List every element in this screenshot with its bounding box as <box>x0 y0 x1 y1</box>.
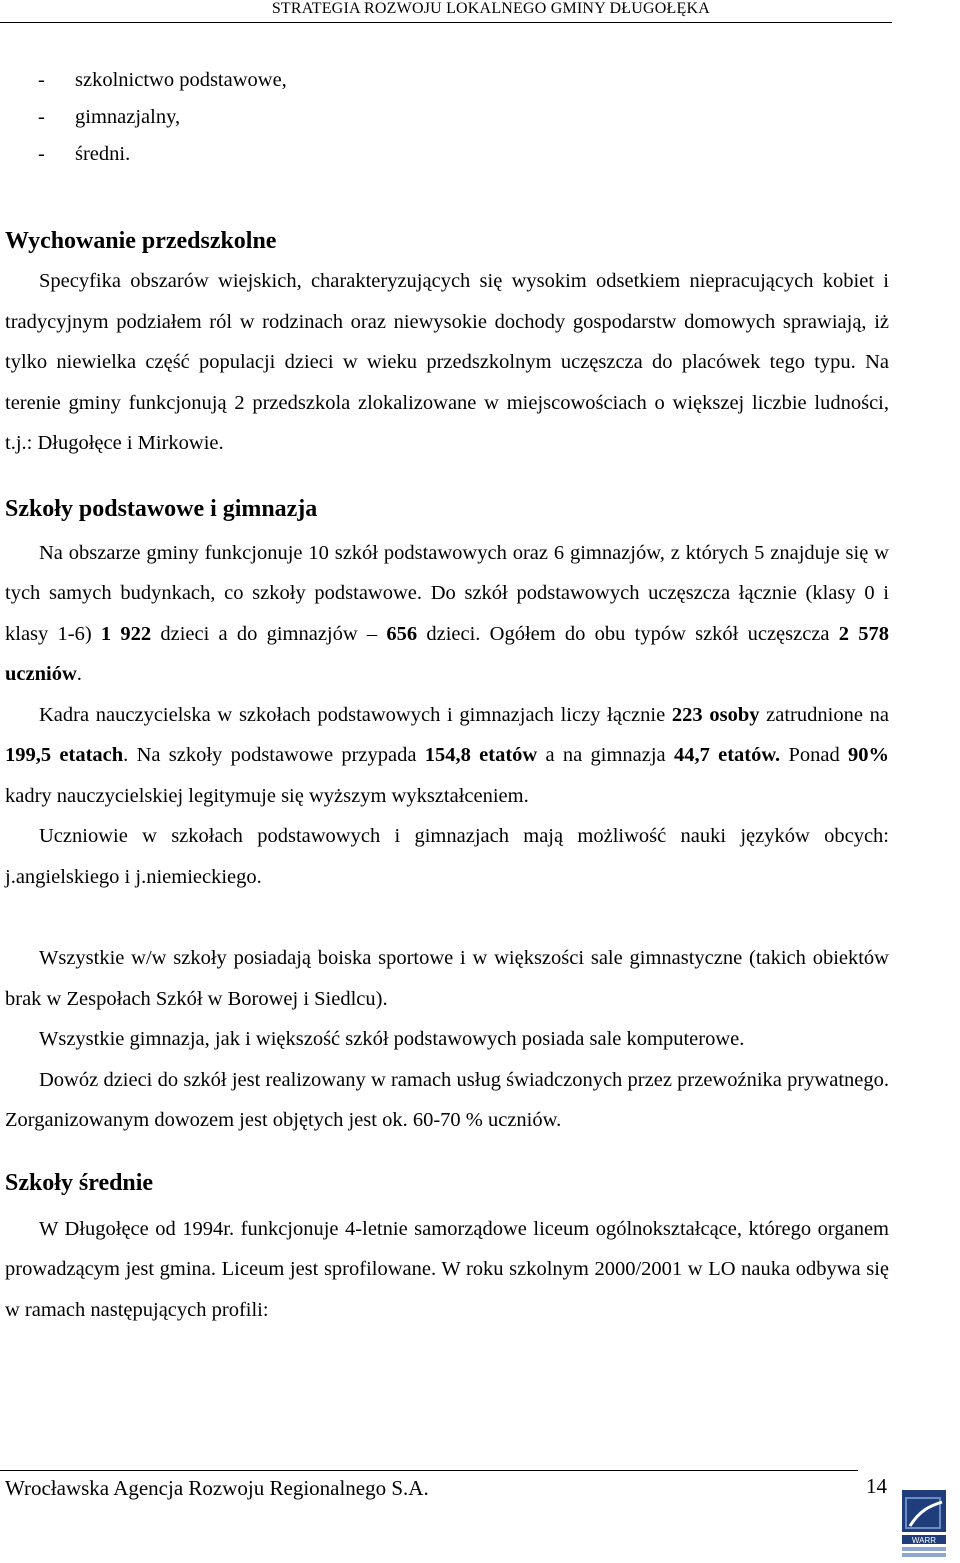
gymnasium-fte: 44,7 etatów. <box>673 744 781 766</box>
primary-fte: 154,8 etatów <box>424 744 538 766</box>
transport-paragraph: Dowóz dzieci do szkół jest realizowany w ramach usług świadczonych przez przewoźnika prywatnego. Zorganizowanym dowozem jest objętych jest ok. 60-70 % uczniów. <box>5 1068 889 1131</box>
section-heading-primary: Szkoły podstawowe i gimnazja <box>5 495 318 522</box>
text-run: kadry nauczycielskiej legitymuje się wyższym wykształceniem. <box>5 784 529 807</box>
section-heading-secondary: Szkoły średnie <box>5 1169 154 1196</box>
pupils-primary-count: 1 922 <box>100 622 152 645</box>
list-dash: - <box>38 143 45 165</box>
section-heading-preschool: Wychowanie przedszkolne <box>5 228 277 254</box>
footer-organization: Wrocławska Agencja Rozwoju Regionalnego S.A. <box>5 1476 429 1500</box>
list-item-text: szkolnictwo podstawowe, <box>75 69 287 91</box>
footer-rule <box>0 1470 858 1471</box>
preschool-paragraph: Specyfika obszarów wiejskich, charakteryzujących się wysokim odsetkiem niepracujących kobiet i tradycyjnym podziałem ról w rodzinach oraz niewysokie dochody gospodarstw domowych sprawiają, iż tylko niewielka część populacji dzieci w wieku przedszkolnym uczęszcza do placówek tego typu. Na terenie gminy funkcjonują 2 przedszkola zlokalizowane w miejscowościach o większej liczbie ludności, t.j.: Długołęce i Mirkowie. <box>5 270 889 454</box>
document-body <box>5 62 889 1330</box>
text-run: Kadra nauczycielska w szkołach podstawowych i gimnazjach liczy łącznie <box>39 703 672 726</box>
sports-facilities-paragraph: Wszystkie w/w szkoły posiadają boiska sportowe i w większości sale gimnastyczne (takich obiektów brak w Zespołach Szkół w Borowej i Siedlcu). <box>5 947 889 1010</box>
page-number: 14 <box>866 1474 887 1498</box>
text-run: dzieci a do gimnazjów – <box>151 622 387 645</box>
school-types-list <box>5 62 889 173</box>
computer-rooms-paragraph: Wszystkie gimnazja, jak i większość szkół podstawowych posiada sale komputerowe. <box>39 1028 745 1050</box>
staff-paragraph <box>5 695 889 817</box>
pupils-total-count: 2 578 uczniów <box>5 622 889 685</box>
staff-count: 223 osoby <box>671 703 760 726</box>
staff-fte: 199,5 etatach <box>5 744 124 766</box>
primary-stats-paragraph <box>5 533 889 695</box>
list-dash: - <box>38 69 45 91</box>
logo-text: WARR <box>911 1536 937 1545</box>
list-dash: - <box>38 106 45 128</box>
list-item-text: średni. <box>75 143 131 165</box>
page-header <box>0 0 892 23</box>
list-item <box>5 136 889 173</box>
text-run: Ponad <box>780 744 848 766</box>
pupils-gymnasium-count: 656 <box>386 622 418 645</box>
list-item <box>5 62 889 99</box>
languages-paragraph: Uczniowie w szkołach podstawowych i gimnazjach mają możliwość nauki języków obcych: j.angielskiego i j.niemieckiego. <box>5 825 889 888</box>
text-run: zatrudnione na <box>759 703 889 726</box>
higher-education-share: 90% <box>848 744 889 766</box>
text-run: dzieci. Ogółem do obu typów szkół uczęszcza <box>417 622 839 645</box>
list-item <box>5 99 889 136</box>
text-run: Na obszarze gminy funkcjonuje 10 szkół podstawowych oraz 6 gimnazjów, z których 5 znajduje się w tych samych budynkach, co szkoły podstawowe. Do szkół podstawowych uczęszcza łącznie (klasy 0 i klasy 1-6) <box>5 541 889 645</box>
text-run: a na gimnazja <box>537 744 674 766</box>
warr-logo <box>900 1488 948 1560</box>
header-title: STRATEGIA ROZWOJU LOKALNEGO GMINY DŁUGOŁĘKA <box>271 0 710 17</box>
text-run: . <box>76 663 82 685</box>
list-item-text: gimnazjalny, <box>75 106 181 128</box>
text-run: . Na szkoły podstawowe przypada <box>123 744 425 766</box>
secondary-paragraph: W Długołęce od 1994r. funkcjonuje 4-letnie samorządowe liceum ogólnokształcące, którego organem prowadzącym jest gmina. Liceum jest sprofilowane. W roku szkolnym 2000/2001 w LO nauka odbywa się w ramach następujących profili: <box>5 1217 889 1321</box>
